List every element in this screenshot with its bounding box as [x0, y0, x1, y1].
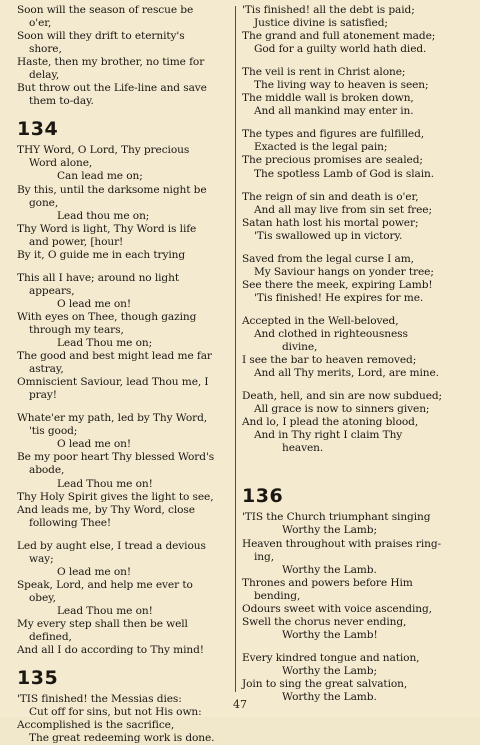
verse-gap	[17, 402, 229, 412]
verse-line: abode,	[29, 464, 65, 477]
hymn-number-135: 135	[17, 667, 59, 690]
verse-line: O lead me on!	[57, 438, 132, 451]
verse	[242, 511, 456, 641]
verse-line: My every step shall then be well	[17, 617, 188, 630]
verse-line: Swell the chorus never ending,	[242, 615, 407, 628]
verse-line: The living way to heaven is seen;	[254, 79, 429, 92]
verse-line: Every kindred tongue and nation,	[242, 651, 420, 664]
verse-line: Odours sweet with voice ascending,	[242, 602, 432, 615]
verse-gap	[242, 305, 456, 315]
verse-line: See there the meek, expiring Lamb!	[242, 278, 433, 291]
verse-line: through my tears,	[29, 323, 124, 336]
verse-line: And all may live from sin set free;	[254, 203, 432, 216]
verse-line: My Saviour hangs on yonder tree;	[254, 265, 434, 278]
verse-line: Lead Thou me on!	[57, 477, 153, 490]
verse-line: Thrones and powers before Him	[242, 576, 413, 589]
verse	[242, 128, 456, 180]
verse-line: O lead me on!	[57, 565, 132, 578]
hymn-135-continued	[242, 4, 456, 455]
hymn-134-body	[17, 144, 229, 657]
verse-line: Worthy the Lamb;	[282, 664, 377, 677]
verse-line: Heaven throughout with praises ring-	[242, 537, 442, 550]
left-column	[17, 4, 229, 745]
hymn-number-136: 136	[242, 485, 284, 508]
verse-line: 'Tis finished! all the debt is paid;	[242, 4, 415, 16]
verse-line: delay,	[29, 69, 60, 82]
verse-line: With eyes on Thee, though gazing	[17, 310, 197, 323]
verse-line: 'Tis swallowed up in victory.	[254, 229, 403, 242]
verse-line: Lead Thou me on;	[57, 337, 153, 350]
verse-line: The precious promises are sealed;	[242, 154, 423, 167]
verse-line: Can lead me on;	[57, 170, 143, 183]
verse-line: Exacted is the legal pain;	[254, 141, 388, 154]
verse-gap	[242, 118, 456, 128]
verse-line: The spotless Lamb of God is slain.	[254, 167, 434, 180]
verse	[242, 253, 456, 305]
verse-line: heaven.	[282, 442, 324, 455]
verse-line: The good and best might lead me far	[17, 350, 212, 363]
verse-line: And all I do according to Thy mind!	[17, 644, 204, 657]
verse-line: But throw out the Life-line and save	[17, 82, 207, 95]
verse-line: way;	[29, 552, 54, 565]
verse	[242, 66, 456, 118]
verse	[242, 315, 456, 380]
verse-line: Death, hell, and sin are now subdued;	[242, 390, 443, 403]
verse-line: 'tis good;	[29, 425, 78, 438]
hymn-136-body	[242, 511, 456, 704]
verse-line: And all mankind may enter in.	[254, 105, 414, 118]
verse-line: 'TIS finished! the Messias dies:	[17, 693, 182, 706]
verse-line: Omniscient Saviour, lead Thou me, I	[17, 376, 209, 389]
verse-line: This all I have; around no light	[17, 271, 179, 284]
verse-line: By this, until the darksome night be	[17, 183, 207, 196]
verse-line: divine,	[282, 341, 318, 354]
verse-line: Soon will they drift to eternity's	[17, 30, 185, 43]
verse-line: Worthy the Lamb.	[282, 563, 377, 576]
verse	[242, 4, 456, 56]
verse-line: Led by aught else, I tread a devious	[17, 539, 206, 552]
verse	[242, 652, 456, 704]
hymn-133-ending	[17, 4, 229, 108]
verse-line: Soon will the season of rescue be	[17, 4, 194, 16]
verse-line: God for a guilty world hath died.	[254, 43, 427, 56]
verse-line: astray,	[29, 363, 64, 376]
verse-line: The types and figures are fulfilled,	[242, 128, 425, 141]
verse-line: Lead thou me on;	[57, 209, 150, 222]
verse-line: And clothed in righteousness	[254, 327, 408, 340]
verse-line: Justice divine is satisfied;	[254, 17, 388, 30]
verse-line: Accomplished is the sacrifice,	[17, 719, 175, 732]
verse-line: shore,	[29, 43, 62, 56]
verse-line: The great redeeming work is done.	[29, 732, 215, 745]
verse-line: pray!	[29, 389, 57, 402]
verse-line: The reign of sin and death is o'er,	[242, 190, 419, 203]
verse-line: Worthy the Lamb;	[282, 524, 377, 537]
verse-line: And lo, I plead the atoning blood,	[242, 416, 419, 429]
verse-line: Satan hath lost his mortal power;	[242, 216, 419, 229]
verse-line: Haste, then my brother, no time for	[17, 56, 205, 69]
verse-line: following Thee!	[29, 516, 112, 529]
column-divider	[235, 6, 236, 692]
verse-line: Speak, Lord, and help me ever to	[17, 578, 193, 591]
verse-line: Whate'er my path, led by Thy Word,	[17, 412, 208, 425]
verse	[17, 4, 229, 108]
verse-line: And in Thy right I claim Thy	[254, 429, 403, 442]
verse-line: Thy Holy Spirit gives the light to see,	[17, 490, 214, 503]
verse-gap	[242, 380, 456, 390]
verse-line: And all Thy merits, Lord, are mine.	[254, 367, 439, 380]
verse-line: ing,	[254, 550, 274, 563]
verse-line: O lead me on!	[57, 297, 132, 310]
verse-line: appears,	[29, 284, 75, 297]
verse-line: All grace is now to sinners given;	[254, 403, 430, 416]
verse	[242, 191, 456, 243]
hymn-number-134: 134	[17, 118, 59, 141]
verse-line: Saved from the legal curse I am,	[242, 252, 414, 265]
verse-gap	[17, 262, 229, 272]
verse-line: Be my poor heart Thy blessed Word's	[17, 451, 215, 464]
verse-line: 'TIS the Church triumphant singing	[242, 511, 431, 524]
verse-gap	[242, 243, 456, 253]
verse-line: and power, [hour!	[29, 235, 124, 248]
verse-gap	[242, 181, 456, 191]
verse-line: And leads me, by Thy Word, close	[17, 503, 195, 516]
right-column	[242, 4, 456, 704]
verse-line: The middle wall is broken down,	[242, 92, 414, 105]
verse-line: Join to sing the great salvation,	[242, 677, 408, 690]
verse-line: Accepted in the Well-beloved,	[242, 314, 399, 327]
verse-line: 'Tis finished! He expires for me.	[254, 291, 424, 304]
verse-line: obey,	[29, 591, 56, 604]
verse	[17, 144, 229, 261]
verse-line: Word alone,	[29, 157, 93, 170]
verse	[17, 412, 229, 529]
verse-line: Worthy the Lamb.	[282, 691, 377, 704]
verse-line: Cut off for sins, but not His own:	[29, 706, 202, 719]
verse-line: Thy Word is light, Thy Word is life	[17, 222, 197, 235]
verse	[17, 540, 229, 657]
verse-line: gone,	[29, 196, 59, 209]
verse-line: I see the bar to heaven removed;	[242, 354, 417, 367]
verse-line: The veil is rent in Christ alone;	[242, 66, 406, 79]
verse-gap	[242, 642, 456, 652]
page-number: 47	[233, 698, 247, 711]
verse	[242, 390, 456, 455]
verse-gap	[242, 56, 456, 66]
verse-line: Lead Thou me on!	[57, 604, 153, 617]
verse-gap	[17, 530, 229, 540]
verse-line: Worthy the Lamb!	[282, 628, 378, 641]
verse-line: defined,	[29, 631, 72, 644]
verse-line: By it, O guide me in each trying	[17, 248, 186, 261]
verse-line: The grand and full atonement made;	[242, 30, 436, 43]
verse	[17, 272, 229, 402]
verse-line: o'er,	[29, 17, 52, 30]
verse-line: them to-day.	[29, 95, 94, 108]
verse-line: bending,	[254, 589, 301, 602]
verse-line: THY Word, O Lord, Thy precious	[17, 144, 190, 157]
